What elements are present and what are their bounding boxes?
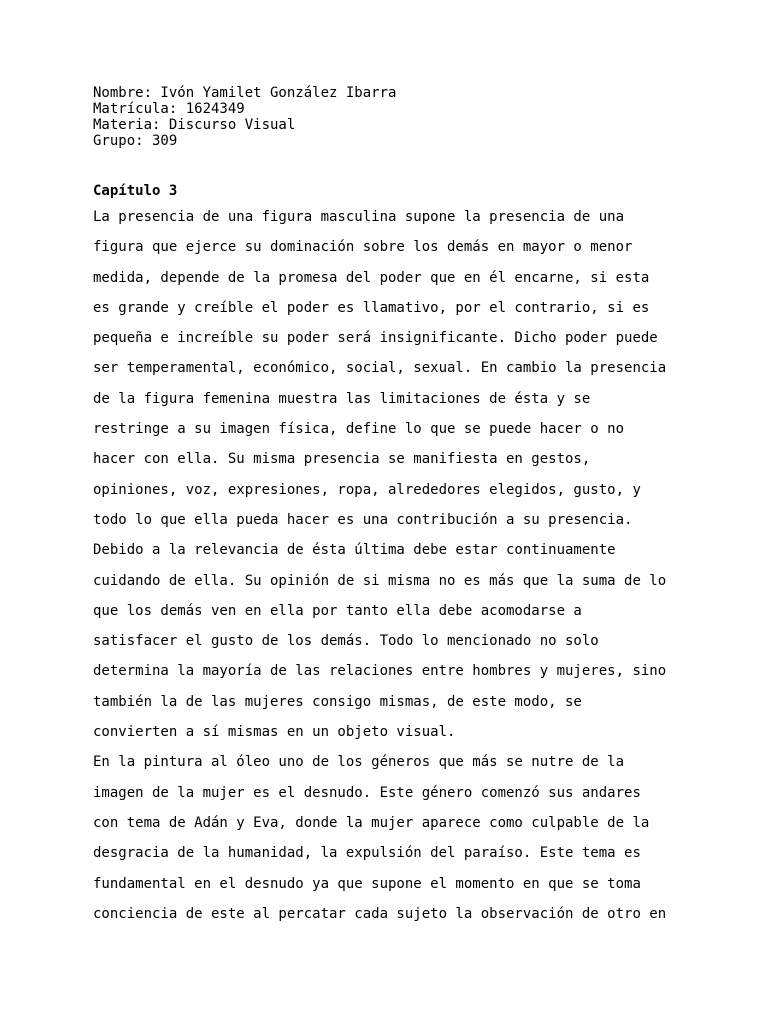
course-name: Materia: Discurso Visual <box>93 117 296 133</box>
text-line: de la figura femenina muestra las limitaciones de ésta y se <box>93 390 591 407</box>
text-line: Debido a la relevancia de ésta última debe estar continuamente <box>93 542 616 559</box>
text-line: ser temperamental, económico, social, sexual. En cambio la presencia <box>93 360 667 377</box>
student-id: Matrícula: 1624349 <box>93 101 245 117</box>
text-line: es grande y creíble el poder es llamativo, por el contrario, si es <box>93 299 650 316</box>
text-line: también la de las mujeres consigo mismas, de este modo, se <box>93 693 582 710</box>
text-line: figura que ejerce su dominación sobre los demás en mayor o menor <box>93 239 633 256</box>
student-info-header <box>93 85 733 149</box>
text-line: hacer con ella. Su misma presencia se manifiesta en gestos, <box>93 451 591 468</box>
text-line: desgracia de la humanidad, la expulsión del paraíso. Este tema es <box>93 845 641 862</box>
text-line: En la pintura al óleo uno de los géneros que más se nutre de la <box>93 754 625 771</box>
text-line: La presencia de una figura masculina supone la presencia de una <box>93 209 625 225</box>
text-line: satisfacer el gusto de los demás. Todo lo mencionado no solo <box>93 633 599 650</box>
text-line: opiniones, voz, expresiones, ropa, alrededores elegidos, gusto, y <box>93 481 641 498</box>
text-line: restringe a su imagen física, define lo que se puede hacer o no <box>93 421 625 438</box>
text-line: con tema de Adán y Eva, donde la mujer aparece como culpable de la <box>93 814 650 831</box>
chapter-title: Capítulo 3 <box>93 183 178 199</box>
text-line: medida, depende de la promesa del poder que en él encarne, si esta <box>93 269 650 286</box>
student-name: Nombre: Ivón Yamilet González Ibarra <box>93 85 397 101</box>
text-line: pequeña e increíble su poder será insignificante. Dicho poder puede <box>93 330 658 347</box>
text-line: convierten a sí mismas en un objeto visual. <box>93 724 456 741</box>
text-line: imagen de la mujer es el desnudo. Este género comenzó sus andares <box>93 784 641 801</box>
text-line: fundamental en el desnudo ya que supone el momento en que se toma <box>93 875 641 892</box>
group-number: Grupo: 309 <box>93 133 178 149</box>
text-line: conciencia de este al percatar cada sujeto la observación de otro en <box>93 905 667 922</box>
text-line: todo lo que ella pueda hacer es una contribución a su presencia. <box>93 511 633 528</box>
text-line: determina la mayoría de las relaciones entre hombres y mujeres, sino <box>93 663 667 680</box>
body-text <box>93 202 733 929</box>
text-line: cuidando de ella. Su opinión de si misma no es más que la suma de lo <box>93 572 667 589</box>
text-line: que los demás ven en ella por tanto ella debe acomodarse a <box>93 602 582 619</box>
document-page <box>93 85 733 929</box>
